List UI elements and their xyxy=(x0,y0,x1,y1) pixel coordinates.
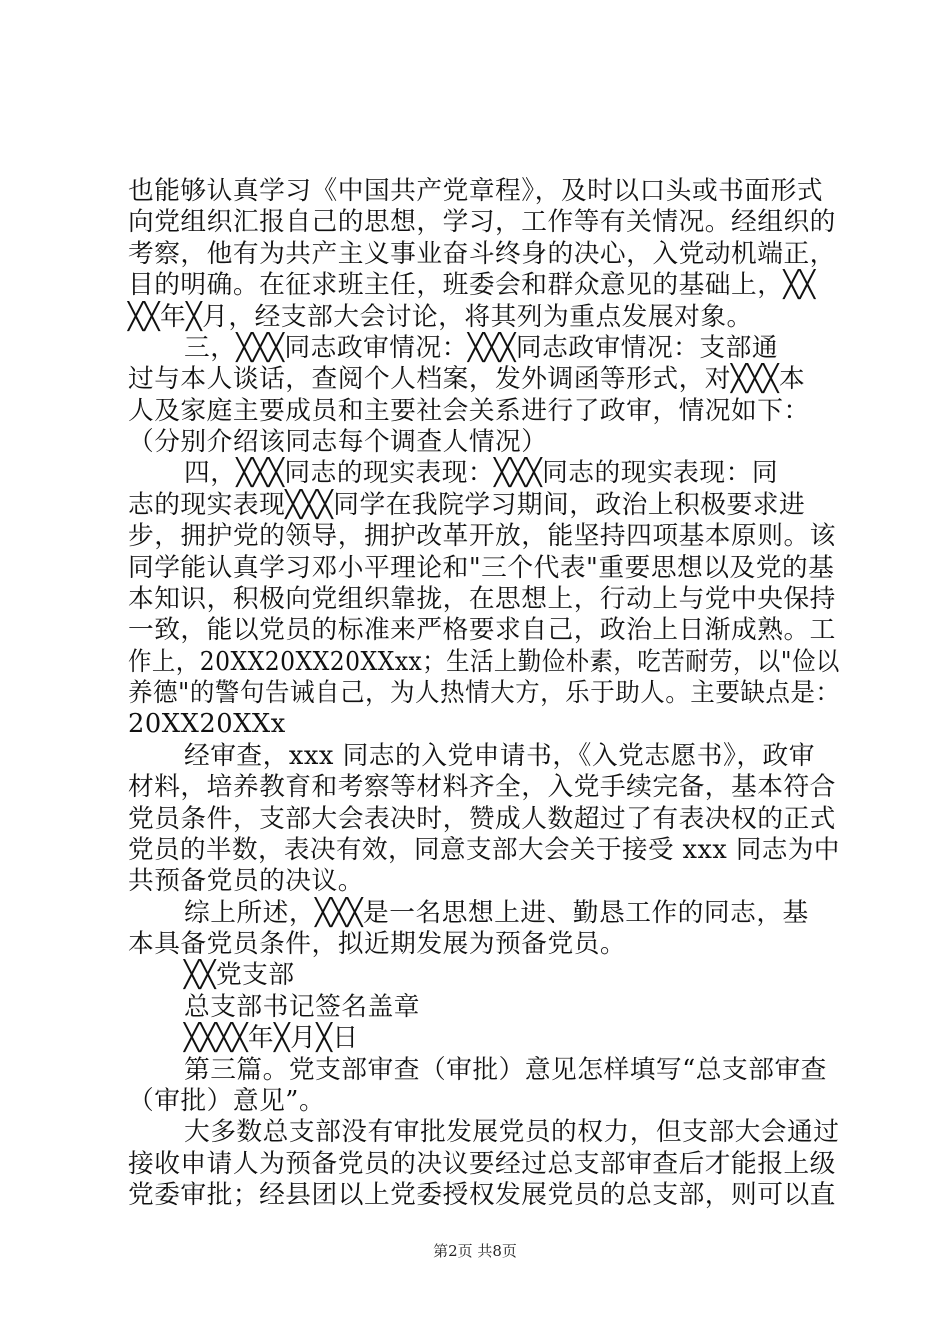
text-line: 也能够认真学习《中国共产党章程》，及时以口头或书面形式 xyxy=(128,176,824,206)
text-line: 本具备党员条件，拟近期发展为预备党员。 xyxy=(128,929,627,959)
signature-branch: ╳╳党支部 xyxy=(184,960,295,991)
text-line: 向党组织汇报自己的思想，学习，工作等有关情况。经组织的 xyxy=(128,207,836,238)
text-line: 步，拥护党的领导，拥护改革开放，能坚持四项基本原则。该 xyxy=(128,521,836,552)
text-line: 共预备党员的决议。 xyxy=(128,866,364,897)
text-line: 四，╳╳╳同志的现实表现：╳╳╳同志的现实表现：同 xyxy=(184,458,779,489)
text-line: 经审查，xxx 同志的入党申请书，《入党志愿书》，政审 xyxy=(184,740,815,771)
text-line: （分别介绍该同志每个调查人情况） xyxy=(128,427,548,457)
section-heading: 第三篇。党支部审查（审批）意见怎样填写“总支部审查 xyxy=(184,1054,827,1085)
text-line: 目的明确。在征求班主任，班委会和群众意见的基础上，╳╳ xyxy=(128,270,816,301)
text-line: 养德"的警句告诫自己，为人热情大方，乐于助人。主要缺点是： xyxy=(128,678,841,708)
page-footer: 第2页 共8页 xyxy=(433,1242,517,1260)
signature-date: ╳╳╳╳年╳月╳日 xyxy=(184,1023,359,1054)
text-line: 同学能认真学习邓小平理论和"三个代表"重要思想以及党的基 xyxy=(128,552,835,583)
text-line: 材料，培养教育和考察等材料齐全，入党手续完备，基本符合 xyxy=(128,772,836,803)
text-line: 过与本人谈话，查阅个人档案，发外调函等形式，对╳╳╳本 xyxy=(128,364,806,395)
text-line: 党员的半数，表决有效，同意支部大会关于接受 xxx 同志为中 xyxy=(128,834,840,865)
text-line: ╳╳年╳月，经支部大会讨论，将其列为重点发展对象。 xyxy=(128,301,753,332)
text-line: 志的现实表现╳╳╳同学在我院学习期间，政治上积极要求进 xyxy=(128,489,806,520)
text-line: （审批）意见”。 xyxy=(128,1085,326,1116)
signature-label: 总支部书记签名盖章 xyxy=(184,991,420,1022)
text-line: 20XX20XXx xyxy=(128,709,286,740)
text-line: 党员条件，支部大会表决时，赞成人数超过了有表决权的正式 xyxy=(128,803,836,834)
text-line: 人及家庭主要成员和主要社会关系进行了政审，情况如下： xyxy=(128,395,810,426)
text-line: 一致，能以党员的标准来严格要求自己，政治上日渐成熟。工 xyxy=(128,615,836,646)
text-line: 接收申请人为预备党员的决议要经过总支部审查后才能报上级 xyxy=(128,1148,836,1179)
text-line: 大多数总支部没有审批发展党员的权力，但支部大会通过 xyxy=(184,1117,840,1148)
text-line: 综上所述，╳╳╳是一名思想上进、勤恳工作的同志，基 xyxy=(184,897,809,928)
text-line: 本知识，积极向党组织靠拢，在思想上，行动上与党中央保持 xyxy=(128,583,836,614)
text-line: 党委审批；经县团以上党委授权发展党员的总支部，则可以直 xyxy=(128,1180,836,1210)
text-line: 考察，他有为共产主义事业奋斗终身的决心，入党动机端正， xyxy=(128,238,836,269)
text-line: 三，╳╳╳同志政审情况：╳╳╳同志政审情况：支部通 xyxy=(184,332,779,363)
text-line: 作上，20XX20XX20XXxx；生活上勤俭朴素，吃苦耐劳，以"俭以 xyxy=(128,646,840,677)
